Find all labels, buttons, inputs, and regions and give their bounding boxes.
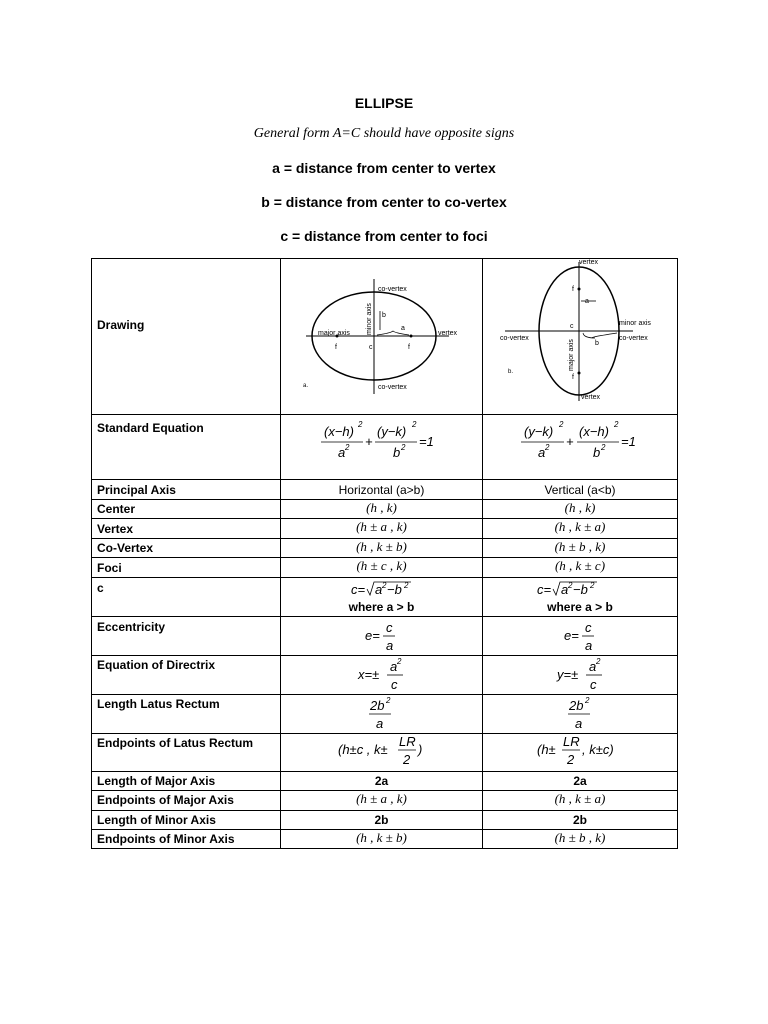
principal-axis-vertical: Vertical (a<b)	[544, 483, 616, 497]
svg-text:2: 2	[601, 443, 606, 452]
svg-text:+: +	[566, 434, 574, 449]
label-tag-b: b.	[508, 369, 514, 375]
definition-b: b = distance from center to co-vertex	[261, 194, 507, 210]
row-label-center: Center	[97, 502, 136, 516]
row-label-latus-endpoints: Endpoints of Latus Rectum	[97, 736, 253, 750]
label-a-right: a	[585, 298, 589, 305]
svg-text:c=: c=	[537, 582, 552, 597]
svg-text:x=±: x=±	[358, 667, 380, 682]
standard-equation-vertical	[483, 415, 677, 479]
row-label-vertex: Vertex	[97, 522, 134, 536]
label-c-right: c	[570, 323, 574, 330]
label-f2-right: f	[572, 374, 574, 381]
directrix-horizontal	[281, 656, 482, 694]
center-horizontal: (h , k)	[366, 500, 397, 515]
label-b: b	[382, 312, 386, 319]
svg-text:a: a	[589, 659, 597, 674]
label-co-vertex-bottom: co-vertex	[378, 384, 407, 391]
svg-text:2: 2	[397, 657, 402, 666]
vertex-horizontal: (h ± a , k)	[356, 519, 407, 534]
label-major-axis: major axis	[318, 330, 350, 337]
page-title: ELLIPSE	[354, 95, 414, 111]
eccentricity-horizontal	[281, 617, 482, 655]
svg-text:2: 2	[614, 420, 619, 429]
svg-text:LR: LR	[563, 734, 580, 749]
c-where-horizontal: where a > b	[348, 600, 415, 614]
row-label-c: c	[97, 581, 104, 595]
svg-text:(y−k): (y−k)	[377, 424, 407, 439]
label-b-right: b	[595, 340, 599, 347]
latus-length-vertical	[483, 695, 677, 733]
svg-text:a: a	[338, 445, 346, 460]
svg-text:=1: =1	[621, 434, 636, 449]
label-f1: f	[335, 344, 337, 351]
label-minor-axis: minor axis	[366, 303, 373, 335]
svg-text:2: 2	[403, 752, 411, 767]
vertex-vertical: (h , k ± a)	[554, 519, 606, 534]
svg-text:e=: e=	[365, 628, 380, 643]
c-formula-vertical	[483, 578, 677, 600]
svg-text:(x−h): (x−h)	[579, 424, 609, 439]
svg-text:c: c	[386, 620, 393, 635]
svg-text:2: 2	[358, 420, 363, 429]
row-label-latus-length: Length Latus Rectum	[97, 697, 220, 711]
svg-text:2: 2	[545, 443, 550, 452]
label-co-vertex-top: co-vertex	[378, 286, 407, 293]
general-form-note: General form A=C should have opposite signs	[253, 126, 515, 141]
latus-endpoints-vertical	[483, 734, 677, 771]
label-vertex-bottom: vertex	[581, 394, 601, 401]
minor-length-horizontal: 2b	[374, 813, 389, 827]
label-vertex-top: vertex	[579, 259, 599, 266]
row-label-major-endpoints: Endpoints of Major Axis	[97, 793, 234, 807]
row-label-major-length: Length of Major Axis	[97, 774, 216, 788]
svg-text:a: a	[561, 582, 569, 597]
svg-text:2: 2	[386, 696, 391, 705]
major-length-vertical: 2a	[573, 774, 587, 788]
center-vertical: (h , k)	[564, 500, 596, 515]
svg-text:2b: 2b	[370, 698, 385, 713]
svg-text:2b: 2b	[569, 698, 584, 713]
svg-text:a: a	[390, 659, 398, 674]
foci-horizontal: (h ± c , k)	[356, 558, 407, 573]
row-label-foci: Foci	[97, 561, 122, 575]
svg-text:−b: −b	[573, 582, 588, 597]
svg-text:(y−k): (y−k)	[524, 424, 554, 439]
svg-text:2: 2	[596, 657, 601, 666]
row-label-eccentricity: Eccentricity	[97, 620, 166, 634]
svg-text:c=: c=	[351, 582, 366, 597]
latus-endpoints-horizontal	[281, 734, 482, 771]
svg-text:b: b	[593, 445, 601, 460]
minor-endpoints-horizontal: (h , k ± b)	[356, 830, 407, 845]
svg-text:2: 2	[590, 581, 595, 590]
c-formula-horizontal	[281, 578, 482, 600]
major-endpoints-horizontal: (h ± a , k)	[356, 791, 407, 806]
c-where-vertical: where a > b	[547, 600, 613, 614]
label-vertex: vertex	[438, 330, 458, 337]
co-vertex-vertical: (h ± b , k)	[554, 539, 606, 554]
svg-text:2: 2	[559, 420, 564, 429]
standard-equation-horizontal	[281, 415, 482, 479]
label-major-axis-right: major axis	[568, 339, 575, 371]
svg-text:(h±c , k±: (h±c , k±	[338, 742, 388, 757]
vertical-ellipse-diagram	[483, 259, 677, 414]
eccentricity-vertical	[483, 617, 677, 655]
svg-text:2: 2	[568, 581, 573, 590]
directrix-vertical	[483, 656, 677, 694]
row-label-minor-endpoints: Endpoints of Minor Axis	[97, 832, 235, 846]
svg-text:2: 2	[401, 443, 406, 452]
svg-text:−b: −b	[387, 582, 402, 597]
svg-text:c: c	[391, 677, 398, 692]
minor-length-vertical: 2b	[572, 813, 587, 827]
svg-text:(h±: (h±	[537, 742, 556, 757]
svg-text:a: a	[575, 716, 583, 731]
row-label-standard-equation: Standard Equation	[97, 421, 204, 435]
definition-c: c = distance from center to foci	[280, 228, 488, 244]
minor-endpoints-vertical: (h ± b , k)	[554, 830, 606, 845]
definition-a: a = distance from center to vertex	[272, 160, 496, 176]
svg-text:c: c	[585, 620, 592, 635]
co-vertex-horizontal: (h , k ± b)	[356, 539, 407, 554]
svg-text:y=±: y=±	[557, 667, 579, 682]
svg-text:=1: =1	[419, 434, 434, 449]
svg-text:a: a	[585, 638, 593, 653]
row-label-drawing: Drawing	[97, 318, 145, 332]
svg-text:, k±c): , k±c)	[582, 742, 614, 757]
label-minor-axis-right: minor axis	[619, 320, 651, 327]
svg-text:a: a	[538, 445, 546, 460]
svg-text:a: a	[386, 638, 394, 653]
major-length-horizontal: 2a	[374, 774, 389, 788]
svg-text:2: 2	[345, 443, 350, 452]
svg-text:(x−h): (x−h)	[324, 424, 354, 439]
svg-text:c: c	[590, 677, 597, 692]
label-f2: f	[408, 344, 410, 351]
svg-text:2: 2	[404, 581, 409, 590]
latus-length-horizontal	[281, 695, 482, 733]
label-a: a	[401, 325, 405, 332]
label-co-vertex-left: co-vertex	[500, 335, 529, 342]
svg-text:e=: e=	[564, 628, 579, 643]
principal-axis-horizontal: Horizontal (a>b)	[338, 483, 425, 497]
label-co-vertex-right: co-vertex	[619, 335, 648, 342]
svg-text:a: a	[375, 582, 383, 597]
svg-text:2: 2	[567, 752, 575, 767]
foci-vertical: (h , k ± c)	[554, 558, 606, 573]
svg-text:2: 2	[585, 696, 590, 705]
label-tag-a: a.	[303, 383, 309, 389]
row-label-co-vertex: Co-Vertex	[97, 541, 154, 555]
row-label-minor-length: Length of Minor Axis	[97, 813, 216, 827]
svg-text:): )	[418, 742, 423, 757]
svg-text:b: b	[393, 445, 401, 460]
label-c: c	[369, 344, 373, 351]
horizontal-ellipse-diagram	[281, 259, 482, 414]
row-label-principal-axis: Principal Axis	[97, 483, 176, 497]
svg-text:a: a	[376, 716, 384, 731]
row-label-directrix: Equation of Directrix	[97, 658, 216, 672]
svg-text:2: 2	[382, 581, 387, 590]
svg-text:+: +	[365, 434, 373, 449]
svg-text:2: 2	[412, 420, 417, 429]
svg-text:LR: LR	[399, 734, 416, 749]
label-f1-right: f	[572, 286, 574, 293]
major-endpoints-vertical: (h , k ± a)	[554, 791, 606, 806]
